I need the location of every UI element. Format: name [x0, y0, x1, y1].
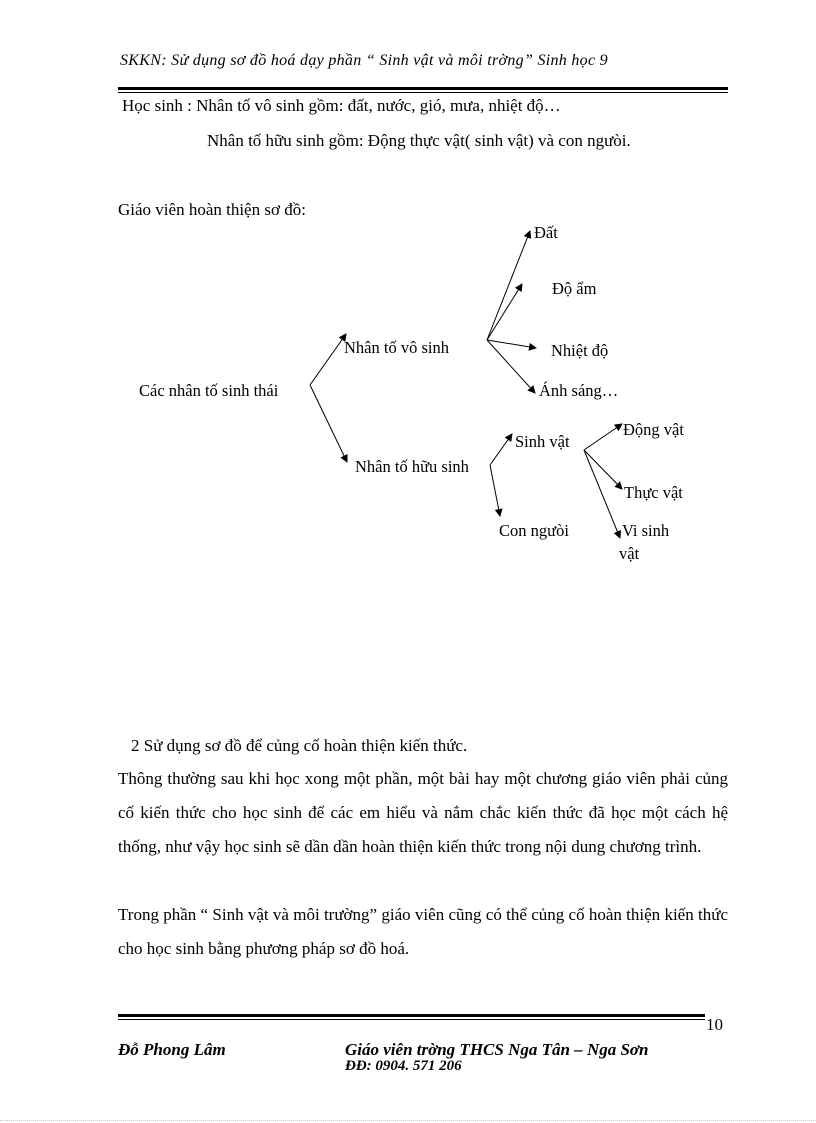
header-rule-thin: [118, 92, 728, 93]
diagram-abiotic-node: Nhân tố vô sinh: [344, 338, 449, 357]
intro-line-biotic: Nhân tố hữu sinh gồm: Động thực vật( sinh vật) và con ngưòi.: [207, 131, 631, 150]
diagram-organism-item-microbes: Vi sinh: [622, 521, 670, 540]
diagram-organism-item-microbes-cont: vật: [619, 544, 640, 563]
footer-author: Đỗ Phong Lâm: [118, 1040, 226, 1059]
diagram-root-node: Các nhân tố sinh thái: [139, 381, 279, 400]
arrow-biotic-humans: [490, 465, 500, 516]
arrow-abiotic-humidity: [487, 284, 522, 340]
footer-rule-thin: [118, 1019, 705, 1020]
header-rule: [118, 87, 728, 90]
page-edge: [0, 1120, 816, 1121]
arrow-organisms-animals: [584, 424, 622, 450]
arrow-abiotic-temperature: [487, 340, 536, 348]
page-header: SKKN: Sử dụng sơ đồ hoá dạy phần “ Sinh vật và môi trờng” Sinh học 9: [120, 52, 608, 69]
arrow-organisms-microbes: [584, 450, 620, 538]
diagram-organisms-node: Sinh vật: [515, 432, 570, 451]
arrow-root-biotic: [310, 385, 347, 462]
arrow-abiotic-soil: [487, 231, 530, 340]
section-paragraph-1: Thông thường sau khi học xong một phần, một bài hay một chương giáo viên phải củng cố kiến thức cho học sinh để các em hiểu và nắm chắc kiến thức đã học một cách hệ thống, như vậy học sinh sẽ dần dần hoàn thiện kiến thức trong nội dung chương trình.: [118, 769, 728, 856]
page-number: 10: [706, 1015, 723, 1034]
diagram-organism-item-plants: Thực vật: [624, 483, 683, 502]
arrow-biotic-organisms: [490, 434, 512, 465]
footer-rule: [118, 1014, 705, 1017]
diagram-biotic-node: Nhân tố hữu sinh: [355, 457, 469, 476]
diagram-humans-node: Con ngưòi: [499, 521, 569, 540]
section-paragraph-2: Trong phần “ Sinh vật và môi trường” giáo viên cũng có thể củng cố hoàn thiện kiến thức cho học sinh bằng phương pháp sơ đồ hoá.: [118, 905, 728, 958]
section-heading: 2 Sử dụng sơ đồ để củng cố hoàn thiện kiến thức.: [131, 736, 468, 755]
arrow-organisms-plants: [584, 450, 622, 489]
footer-phone: ĐĐ: 0904. 571 206: [345, 1058, 462, 1074]
arrow-abiotic-light: [487, 340, 535, 393]
diagram-abiotic-item-temperature: Nhiệt độ: [551, 341, 609, 360]
footer-school: Giáo viên trờng THCS Nga Tân – Nga Sơn: [345, 1040, 649, 1059]
diagram-abiotic-item-humidity: Độ ẩm: [552, 279, 597, 298]
diagram-abiotic-item-soil: Đất: [534, 223, 558, 242]
intro-line-teacher: Giáo viên hoàn thiện sơ đồ:: [118, 200, 306, 219]
intro-line-abiotic: Học sinh : Nhân tố vô sinh gồm: đất, nước, gió, mưa, nhiệt độ…: [122, 96, 561, 115]
diagram-abiotic-item-light: Ánh sáng…: [539, 381, 619, 400]
diagram-organism-item-animals: Động vật: [623, 420, 684, 439]
arrow-root-abiotic: [310, 334, 346, 385]
